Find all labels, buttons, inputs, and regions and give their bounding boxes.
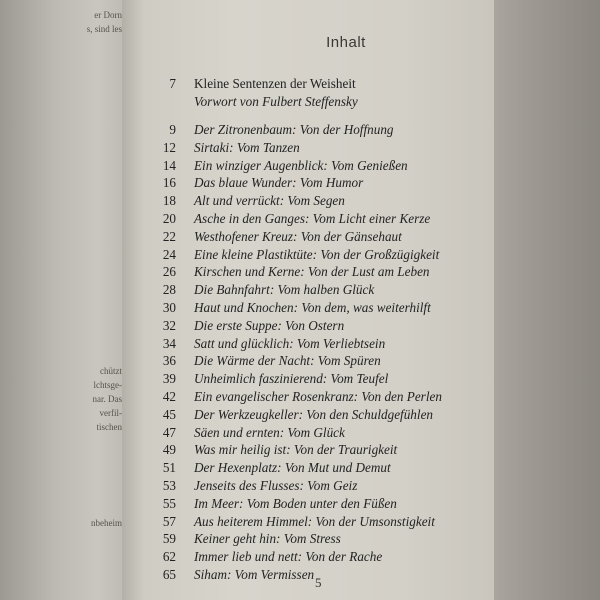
contents-page [122, 0, 494, 600]
entry-page-number: 65 [162, 567, 176, 582]
entry-title: Keiner geht hin: Vom Stress [194, 531, 341, 547]
left-page-fragment: nar. Das [92, 394, 122, 404]
entry-title: Der Hexenplatz: Von Mut und Demut [194, 460, 391, 476]
entry-title: Westhofener Kreuz: Von der Gänsehaut [194, 228, 402, 244]
entry-page-number: 34 [162, 335, 176, 351]
entry-page-number: 62 [162, 549, 176, 565]
entry-title: Die Bahnfahrt: Vom halben Glück [194, 282, 375, 298]
entry-page-number: 51 [162, 460, 176, 476]
entry-page-number: 26 [162, 264, 176, 280]
entry-page-number: 45 [162, 406, 176, 422]
entry-page-number: 24 [162, 246, 176, 262]
entry-page-number: 55 [162, 495, 176, 511]
entry-title: Satt und glücklich: Vom Verliebtsein [194, 335, 386, 351]
entry-page-number: 32 [162, 317, 176, 333]
left-page-fragment: chützt [100, 366, 122, 376]
entry-title: Kirschen und Kerne: Von der Lust am Leben [194, 264, 430, 280]
intro-subtitle: Vorwort von Fulbert Steffensky [194, 94, 358, 109]
entry-title: Immer lieb und nett: Von der Rache [194, 549, 383, 565]
left-page-fragment: nbeheim [91, 518, 122, 528]
left-page-fragment: lchtsge- [93, 380, 122, 390]
entry-page-number: 39 [162, 371, 176, 387]
entry-page-number: 47 [162, 424, 176, 440]
entry-title: Haut und Knochen: Von dem, was weiterhilft [194, 300, 431, 315]
intro-title: Kleine Sentenzen der Weisheit [194, 76, 356, 91]
entry-page-number: 14 [162, 157, 176, 173]
entry-title: Ein winziger Augenblick: Vom Genießen [194, 157, 408, 173]
entry-page-number: 28 [162, 282, 176, 298]
entry-page-number: 9 [169, 122, 176, 137]
entry-title: Jenseits des Flusses: Vom Geiz [194, 478, 358, 493]
entry-title: Was mir heilig ist: Von der Traurigkeit [194, 442, 398, 458]
entry-title: Alt und verrückt: Vom Segen [194, 193, 345, 209]
entry-page-number: 36 [162, 353, 176, 369]
left-facing-page [0, 0, 122, 600]
entry-title: Asche in den Ganges: Vom Licht einer Kerze [194, 211, 431, 226]
entry-page-number: 18 [162, 193, 176, 209]
left-page-fragment: s, sind les [86, 24, 122, 34]
entry-title: Säen und ernten: Vom Glück [194, 424, 345, 440]
entry-title: Unheimlich faszinierend: Vom Teufel [194, 371, 389, 387]
entry-page-number: 42 [162, 389, 176, 404]
entry-page-number: 12 [162, 139, 176, 155]
entry-title: Sirtaki: Vom Tanzen [194, 139, 300, 155]
left-page-fragment: er Dorn [94, 10, 122, 20]
page-heading: Inhalt [326, 34, 366, 51]
entry-page-number: 59 [162, 531, 176, 547]
entry-title: Die Wärme der Nacht: Vom Spüren [194, 353, 381, 369]
entry-title: Die erste Suppe: Von Ostern [194, 317, 345, 333]
entry-page-number: 20 [162, 211, 176, 226]
page-number: 5 [315, 575, 322, 590]
entry-page-number: 57 [162, 513, 176, 529]
entry-title: Im Meer: Vom Boden unter den Füßen [194, 495, 397, 511]
entry-page-number: 30 [162, 300, 176, 315]
entry-title: Der Werkzeugkeller: Von den Schuldgefühlen [194, 406, 434, 422]
entry-title: Ein evangelischer Rosenkranz: Von den Perlen [194, 389, 442, 404]
left-page-fragment: tischen [96, 422, 122, 432]
entry-title: Aus heiterem Himmel: Von der Umsonstigkeit [194, 513, 435, 529]
entry-page-number: 22 [162, 228, 176, 244]
left-page-fragment: verfil- [99, 408, 122, 418]
entry-title: Das blaue Wunder: Vom Humor [194, 175, 364, 191]
entry-title: Der Zitronenbaum: Von der Hoffnung [194, 122, 394, 137]
entry-page-number: 53 [162, 478, 176, 493]
entry-page-number: 49 [162, 442, 176, 458]
entry-title: Siham: Vom Vermissen [194, 567, 315, 582]
entry-page-number: 7 [169, 76, 176, 91]
entry-page-number: 16 [162, 175, 176, 191]
entry-title: Eine kleine Plastiktüte: Von der Großzügigkeit [194, 246, 440, 262]
background-surface [492, 0, 600, 600]
